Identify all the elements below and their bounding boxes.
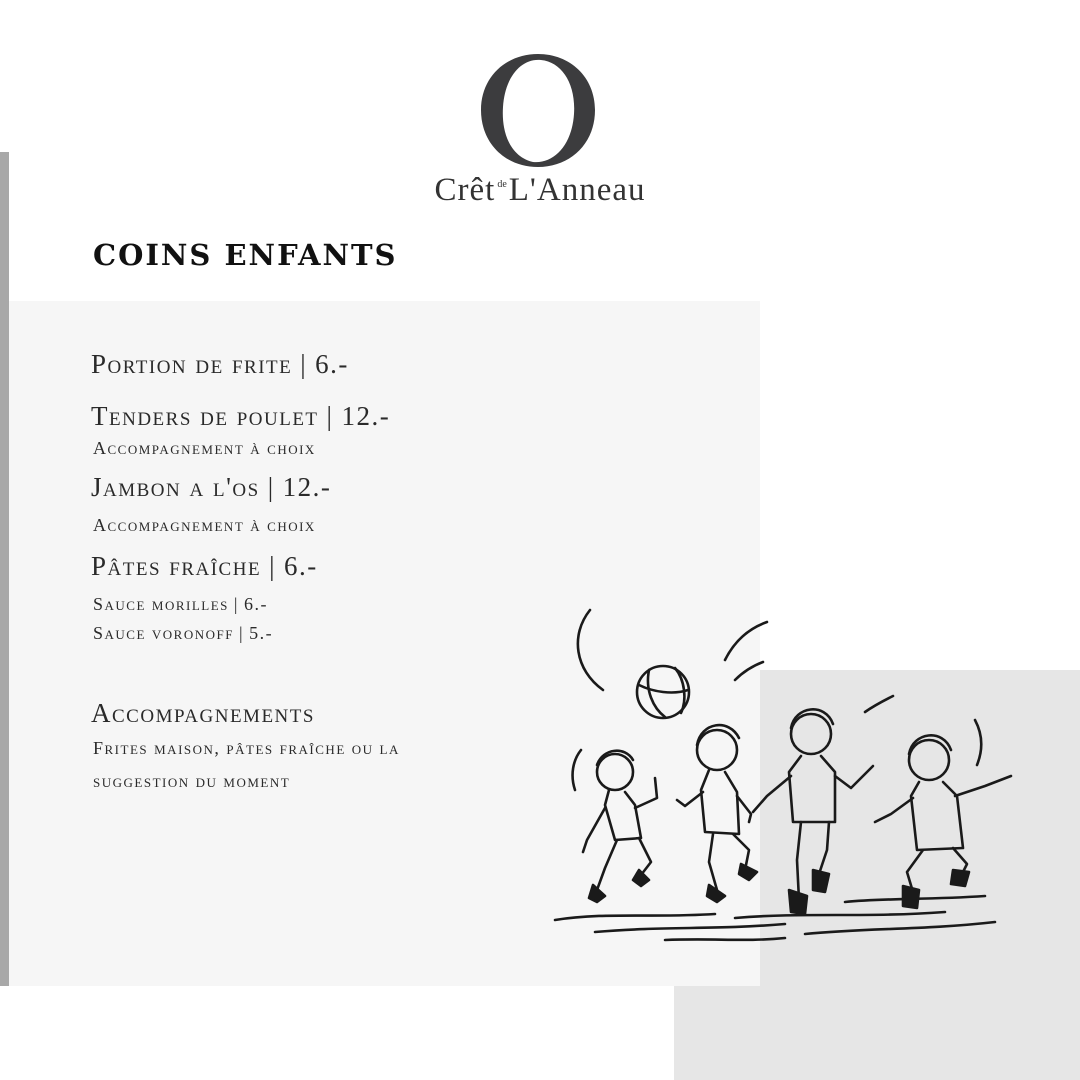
menu-item-name: Pâtes fraîche [91,551,262,581]
sauce-price: 6.- [244,594,269,614]
separator: | [267,472,275,502]
left-accent-strip [0,152,9,986]
sauce-price: 5.- [249,623,274,643]
menu-item [91,551,318,582]
sides-line: suggestion du moment [93,771,291,791]
menu-item [91,349,349,380]
separator: | [238,623,245,643]
child-figure [753,709,873,914]
separator: | [269,551,276,581]
menu-item-name: Portion de frite [91,349,293,379]
child-figure [875,735,1011,908]
sides-line: Frites maison, pâtes fraîche ou la [93,738,400,758]
section-title: COINS ENFANTS [93,238,398,272]
menu-item-name: Tenders de poulet [91,401,319,431]
menu-item-price: 6.- [315,349,349,379]
children-playing-illustration [545,600,1025,955]
menu-item-note: Accompagnement à choix [93,438,316,458]
brand-logo [0,52,1080,212]
sauce-item [93,623,273,644]
brand-name-left: Crêt [434,172,496,208]
separator: | [233,594,240,614]
menu-item-name: Jambon a l'os [91,472,260,502]
menu-item [91,472,331,503]
menu-item-price: 12.- [341,401,391,431]
brand-name-small: de [497,179,507,190]
logo-ring-icon [478,52,598,170]
child-figure [583,751,657,902]
brand-name [0,172,1080,209]
sauce-name: Sauce morilles [93,594,229,614]
menu-item [91,401,390,432]
sauce-item [93,594,268,615]
brand-name-right: L'Anneau [508,172,646,208]
menu-item-price: 12.- [282,472,332,502]
sides-title: Accompagnements [91,698,315,728]
separator: | [300,349,308,379]
menu-item-price: 6.- [283,551,318,581]
child-figure [677,725,757,902]
menu-item-note: Accompagnement à choix [93,515,316,535]
sauce-name: Sauce voronoff [93,623,234,643]
separator: | [326,401,334,431]
